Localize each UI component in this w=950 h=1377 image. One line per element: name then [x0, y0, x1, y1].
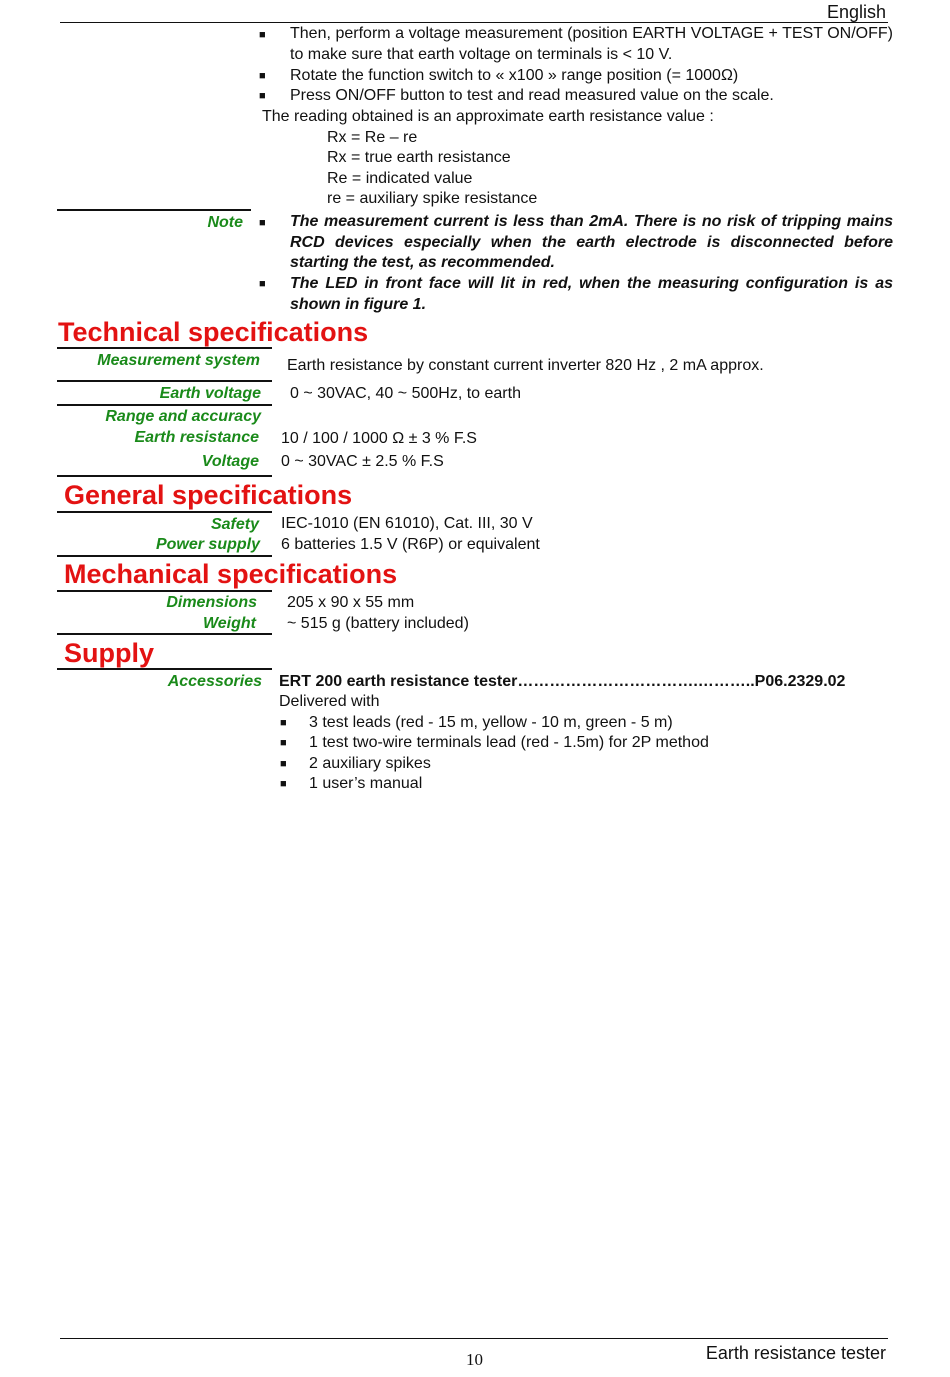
section-rule	[57, 668, 272, 670]
formula-line: re = auxiliary spike resistance	[327, 190, 538, 207]
accessories-label: Accessories	[167, 673, 262, 690]
intro-bullet-3: Press ON/OFF button to test and read measured value on the scale.	[290, 87, 774, 104]
safety-label: Safety	[210, 516, 259, 533]
supply-item: 2 auxiliary spikes	[309, 755, 431, 772]
bullet-marker: ■	[259, 70, 266, 82]
bullet-marker: ■	[259, 90, 266, 102]
range-accuracy-label: Range and accuracy	[105, 408, 261, 425]
general-heading: General specifications	[64, 480, 353, 510]
measurement-system-value: Earth resistance by constant current inverter 820 Hz , 2 mA approx.	[287, 357, 764, 374]
earth-voltage-value: 0 ~ 30VAC, 40 ~ 500Hz, to earth	[290, 385, 521, 402]
bullet-marker: ■	[259, 29, 266, 41]
mechanical-heading: Mechanical specifications	[64, 559, 398, 589]
earth-resistance-value: 10 / 100 / 1000 Ω ± 3 % F.S	[281, 430, 477, 447]
note-bullet-2: The LED in front face will lit in red, when the measuring configuration is as shown in figure 1.	[290, 275, 893, 313]
bullet-marker: ■	[259, 217, 266, 229]
power-supply-value: 6 batteries 1.5 V (R6P) or equivalent	[281, 536, 540, 553]
weight-value: ~ 515 g (battery included)	[287, 615, 469, 632]
intro-bullet-1: Then, perform a voltage measurement (position EARTH VOLTAGE + TEST ON/OFF) to make sure that earth voltage on terminals is < 10 V.	[290, 25, 893, 63]
section-rule	[57, 475, 272, 477]
footer-rule	[60, 1338, 888, 1339]
dimensions-label: Dimensions	[166, 594, 257, 611]
formula-line: Rx = Re – re	[327, 129, 418, 146]
bullet-marker: ■	[280, 717, 287, 729]
voltage-value: 0 ~ 30VAC ± 2.5 % F.S	[281, 453, 444, 470]
measurement-system-label: Measurement system	[97, 352, 260, 369]
note-bullet-1: The measurement current is less than 2mA. There is no risk of tripping mains RCD devices especially when the earth electrode is disconnected before starting the test, as recommended.	[290, 213, 893, 271]
page-number: 10	[466, 1350, 483, 1369]
footer-title: Earth resistance tester	[705, 1343, 886, 1363]
earth-resistance-label: Earth resistance	[134, 429, 259, 446]
note-rule	[57, 209, 251, 211]
voltage-label: Voltage	[201, 453, 259, 470]
supply-heading: Supply	[64, 638, 155, 668]
technical-heading: Technical specifications	[58, 317, 369, 347]
bullet-marker: ■	[280, 737, 287, 749]
section-rule	[57, 404, 272, 406]
header-rule	[60, 22, 888, 23]
section-rule	[57, 380, 272, 382]
dimensions-value: 205 x 90 x 55 mm	[287, 594, 415, 611]
power-supply-label: Power supply	[155, 536, 260, 553]
bullet-marker: ■	[280, 758, 287, 770]
section-rule	[57, 555, 272, 557]
section-rule	[57, 347, 272, 349]
bullet-marker: ■	[259, 278, 266, 290]
formula-line: Rx = true earth resistance	[327, 149, 511, 166]
formula-line: Re = indicated value	[327, 170, 473, 187]
reading-text: The reading obtained is an approximate earth resistance value :	[262, 108, 714, 125]
header-language: English	[826, 2, 886, 22]
section-rule	[57, 511, 272, 513]
note-label: Note	[207, 214, 243, 231]
section-rule	[57, 633, 272, 635]
earth-voltage-label: Earth voltage	[159, 385, 261, 402]
section-rule	[57, 590, 272, 592]
product-line: ERT 200 earth resistance tester…………………………….………..P06.2329.02	[279, 673, 846, 690]
supply-item: 1 user’s manual	[309, 775, 423, 792]
bullet-marker: ■	[280, 778, 287, 790]
supply-item: 3 test leads (red - 15 m, yellow - 10 m, green - 5 m)	[309, 714, 673, 731]
weight-label: Weight	[202, 615, 256, 632]
supply-item: 1 test two-wire terminals lead (red - 1.5m) for 2P method	[309, 734, 709, 751]
delivered-with: Delivered with	[279, 693, 380, 710]
safety-value: IEC-1010 (EN 61010), Cat. III, 30 V	[281, 515, 533, 532]
intro-bullet-2: Rotate the function switch to « x100 » range position (= 1000Ω)	[290, 67, 739, 84]
